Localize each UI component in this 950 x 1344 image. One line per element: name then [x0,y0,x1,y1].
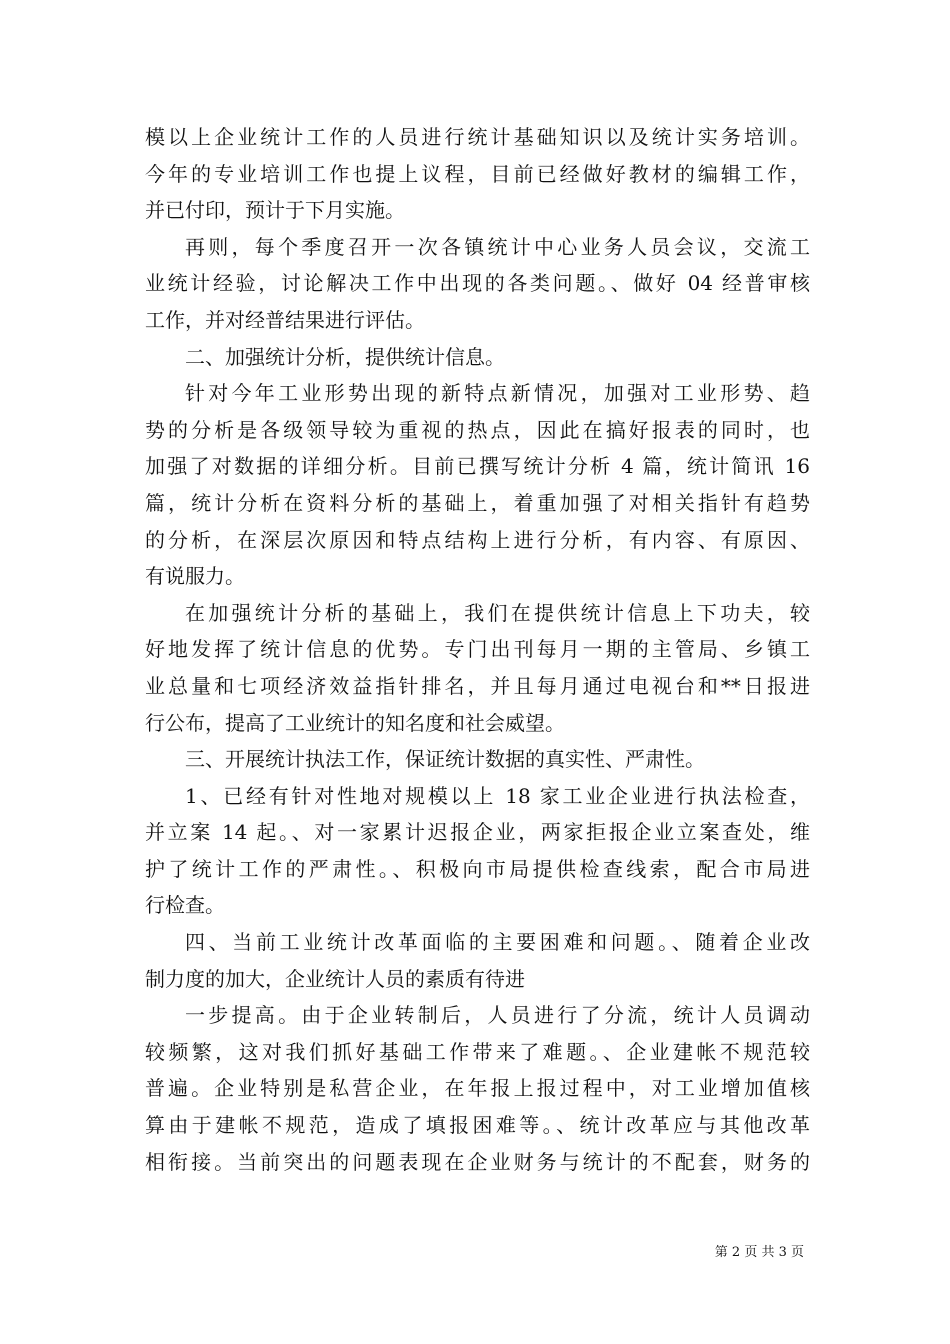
text-line: 并已付印，预计于下月实施。 [145,198,405,223]
text-line: 势的分析是各级领导较为重视的热点，因此在搞好报表的同时，也 [145,417,810,442]
text-line: 行公布，提高了工业统计的知名度和社会威望。 [145,710,565,735]
document-body [145,119,810,1180]
text-line: 二、加强统计分析，提供统计信息。 [185,344,505,369]
paragraph [145,375,810,595]
text-line: 三、开展统计执法工作，保证统计数据的真实性、严肃性。 [185,747,705,772]
text-line: 一步提高。由于企业转制后，人员进行了分流，统计人员调动 [185,1003,810,1028]
text-line: 业统计经验，讨论解决工作中出现的各类问题。、做好 04 经普审核 [145,271,810,296]
text-line: 并立案 14 起。、对一家累计迟报企业，两家拒报企业立案查处，维 [145,820,810,845]
text-line: 较频繁，这对我们抓好基础工作带来了难题。、企业建帐不规范较 [145,1039,810,1064]
paragraph [145,229,810,339]
text-line: 加强了对数据的详细分析。目前已撰写统计分析 4 篇，统计简讯 16 [145,454,810,479]
text-line: 的分析，在深层次原因和特点结构上进行分析，有内容、有原因、 [145,527,810,552]
paragraph [145,997,810,1180]
text-line: 护了统计工作的严肃性。、积极向市局提供检查线索，配合市局进 [145,856,810,881]
paragraph [145,119,810,229]
text-line: 普遍。企业特别是私营企业，在年报上报过程中，对工业增加值核 [145,1076,810,1101]
text-line: 篇，统计分析在资料分析的基础上，着重加强了对相关指针有趋势 [145,490,810,515]
paragraph [145,339,810,376]
text-line: 在加强统计分析的基础上，我们在提供统计信息上下功夫，较 [185,600,810,625]
text-line: 针对今年工业形势出现的新特点新情况，加强对工业形势、趋 [185,381,810,406]
paragraph [145,595,810,741]
page-number: 第 2 页 共 3 页 [714,1245,804,1260]
text-line: 1、已经有针对性地对规模以上 18 家工业企业进行执法检查， [185,783,810,808]
text-line: 四、当前工业统计改革面临的主要困难和问题。、随着企业改 [185,930,810,955]
paragraph [145,778,810,924]
text-line: 相衔接。当前突出的问题表现在企业财务与统计的不配套，财务的 [145,1149,810,1174]
text-line: 制力度的加大，企业统计人员的素质有待进 [145,966,525,991]
paragraph [145,741,810,778]
text-line: 有说服力。 [145,564,245,589]
text-line: 模以上企业统计工作的人员进行统计基础知识以及统计实务培训。 [145,125,810,149]
paragraph [145,924,810,997]
text-line: 算由于建帐不规范，造成了填报困难等。、统计改革应与其他改革 [145,1113,810,1138]
text-line: 今年的专业培训工作也提上议程，目前已经做好教材的编辑工作， [145,161,810,186]
text-line: 行检查。 [145,893,225,918]
text-line: 工作，并对经普结果进行评估。 [145,307,425,332]
text-line: 业总量和七项经济效益指针排名，并且每月通过电视台和**日报进 [145,673,810,698]
text-line: 再则，每个季度召开一次各镇统计中心业务人员会议，交流工 [185,234,810,259]
text-line: 好地发挥了统计信息的优势。专门出刊每月一期的主管局、乡镇工 [145,637,810,662]
